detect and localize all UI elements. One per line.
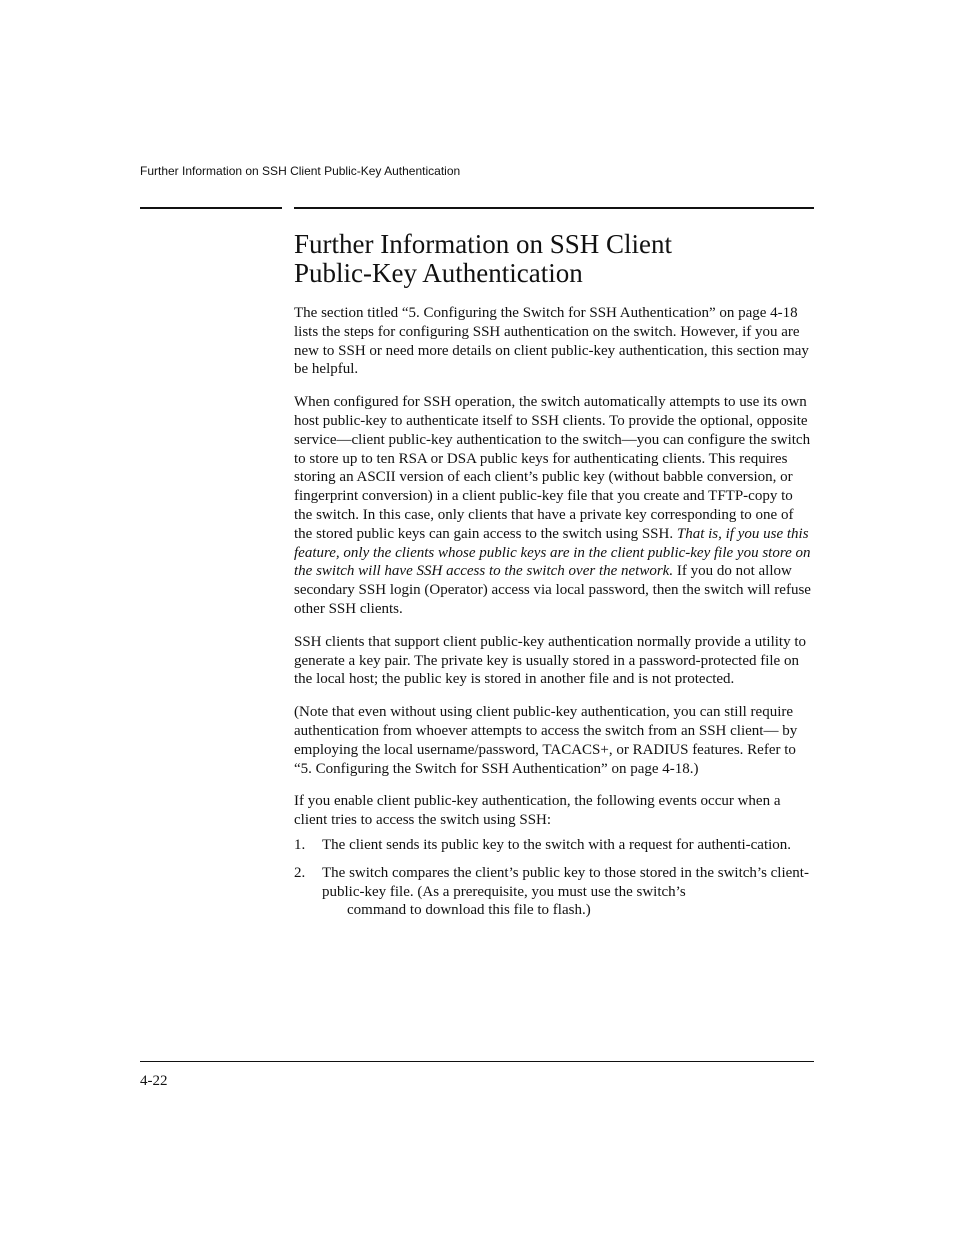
events-list xyxy=(294,836,814,920)
running-header: Further Information on SSH Client Public-Key Authentication xyxy=(140,164,461,178)
list-item-text-continued: command to download this file to flash.) xyxy=(347,902,591,919)
header-rule-left xyxy=(140,207,282,209)
footer-rule xyxy=(140,1061,814,1062)
list-item xyxy=(294,864,814,920)
list-item-number: 2. xyxy=(294,864,306,881)
paragraph-note: (Note that even without using client public-key authentication, you can still require authentication from whoever attempts to access the switch from an SSH client— by employing the local username/password, TACACS+, or RADIUS features. Refer to “5. Configuring the Switch for SSH Authentication” on page 4-18.) xyxy=(294,704,798,777)
header-rule-right xyxy=(294,207,814,209)
list-item-text: The switch compares the client’s public key to those stored in the switch’s client-public-key file. (As a prerequisite, you must use the switch’s xyxy=(322,864,809,900)
paragraph-events-intro: If you enable client public-key authentication, the following events occur when a client tries to access the switch using SSH: xyxy=(294,793,781,829)
paragraph-key-pair: SSH clients that support client public-key authentication normally provide a utility to generate a key pair. The private key is usually stored in a password-protected file on the local host; the public key is stored in another file and is not protected. xyxy=(294,633,806,688)
section-title-line-2: Public-Key Authentication xyxy=(294,258,583,288)
list-item xyxy=(294,836,814,855)
paragraph-ssh-operation-emphasis: That is, if you use this feature, only the clients whose public keys are in the client public-key file you store on the switch will have SSH access to the switch over the network. xyxy=(294,525,811,580)
section-title-line-1: Further Information on SSH Client xyxy=(294,229,672,259)
paragraph-ssh-operation xyxy=(294,393,814,619)
section-title xyxy=(294,230,814,288)
body-text xyxy=(294,304,814,929)
list-item-number: 1. xyxy=(294,836,306,853)
paragraph-ssh-operation-end: If you do not allow secondary SSH login (Operator) access via local password, then the switch will refuse other SSH clients. xyxy=(294,563,811,617)
page-number: 4-22 xyxy=(140,1073,168,1089)
paragraph-ssh-operation-start: When configured for SSH operation, the switch automatically attempts to use its own host public-key to authenticate itself to SSH clients. To provide the optional, opposite service—client public-key authentication to the switch—you can configure the switch to store up to ten RSA or DSA public keys for authenticating clients. This requires storing an ASCII version of each client’s public key (without babble conversion, or fingerprint conversion) in a client public-key file that you create and TFTP-copy to the switch. In this case, only clients that have a private key corresponding to one of the stored public keys can gain access to the switch using SSH. xyxy=(294,394,811,542)
paragraph-intro: The section titled “5. Configuring the Switch for SSH Authentication” on page 4-18 lists the steps for configuring SSH authentication on the switch. However, if you are new to SSH or need more details on client public-key authentication, this section may be helpful. xyxy=(294,305,809,378)
list-item-text: The client sends its public key to the switch with a request for authenti-cation. xyxy=(322,836,792,853)
